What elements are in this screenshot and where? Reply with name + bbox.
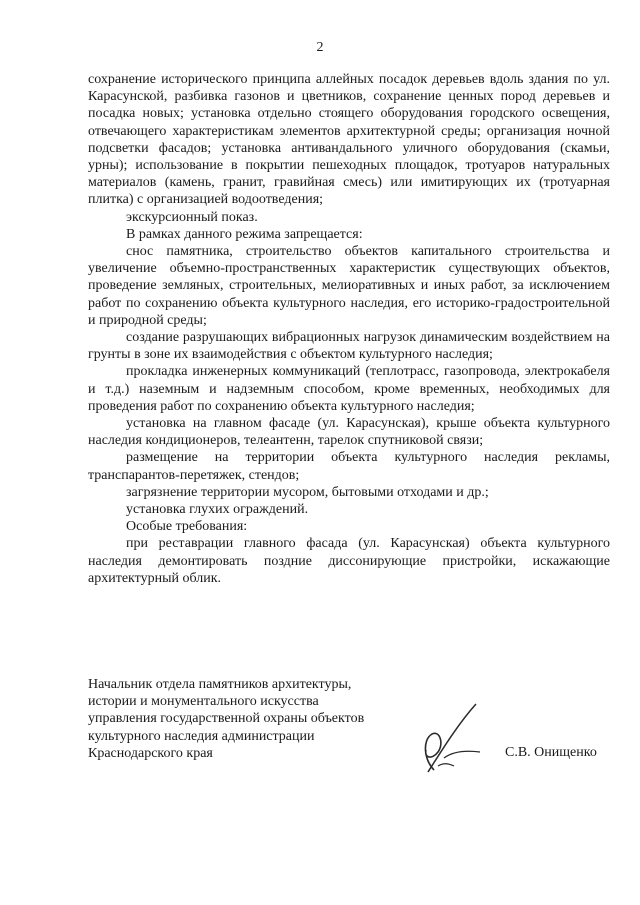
paragraph: при реставрации главного фасада (ул. Карасунская) объекта культурного наследия демонтировать поздние диссонирующие пристройки, искажающие архитектурный облик. <box>88 536 610 586</box>
paragraph: снос памятника, строительство объектов капитального строительства и увеличение объемно-пространственных характеристик существующих объектов, проведение земляных, строительных, мелиоративных и иных работ, за исключением работ по сохранению объекта культурного наследия, его историко-градостроительной и природной среды; <box>88 244 610 328</box>
paragraph: В рамках данного режима запрещается: <box>126 226 363 242</box>
paragraph: загрязнение территории мусором, бытовыми отходами и др.; <box>126 484 489 500</box>
paragraph: прокладка инженерных коммуникаций (теплотрасс, газопровода, электрокабеля и т.д.) наземным и надземным способом, кроме временных, необходимых для проведения работ по сохранению объекта культурного наследия; <box>88 364 610 414</box>
paragraph: экскурсионный показ. <box>126 209 258 225</box>
document-body <box>88 71 610 587</box>
paragraph: создание разрушающих вибрационных нагрузок динамическим воздействием на грунты в зоне их взаимодействия с объектом культурного наследия; <box>88 330 610 363</box>
signatory-title-line: истории и монументального искусства <box>88 694 319 710</box>
signatory-title-line: Начальник отдела памятников архитектуры, <box>88 677 352 692</box>
handwritten-signature <box>414 700 484 780</box>
paragraph: размещение на территории объекта культурного наследия рекламы, транспарантов-перетяжек, стендов; <box>88 450 610 483</box>
paragraph: установка глухих ограждений. <box>126 502 309 518</box>
signer-name: С.В. Онищенко <box>505 745 597 760</box>
paragraph: сохранение исторического принципа аллейных посадок деревьев вдоль здания по ул. Карасунской, разбивка газонов и цветников, сохранение ценных пород деревьев и посадка новых; установка отдельно стоящего оборудования городского освещения, отвечающего характеристикам элементов архитектурной среды; организация ночной подсветки фасадов; установка антивандального уличного оборудования (скамьи, урны); использование в покрытии пешеходных площадок, тротуаров натуральных материалов (камень, гранит, гравийная смесь) или имитирующих их (тротуарная плитка) с организацией водоотведения; <box>88 72 610 208</box>
signatory-title-line: управления государственной охраны объектов <box>88 711 365 727</box>
paragraph: установка на главном фасаде (ул. Карасунская), крыше объекта культурного наследия кондиционеров, телеантенн, тарелок спутниковой связи; <box>88 416 610 449</box>
page-number: 2 <box>316 40 324 55</box>
signatory-title-line: культурного наследия администрации <box>88 728 315 744</box>
paragraph: Особые требования: <box>126 519 248 535</box>
signatory-title-line: Краснодарского края <box>88 745 213 761</box>
